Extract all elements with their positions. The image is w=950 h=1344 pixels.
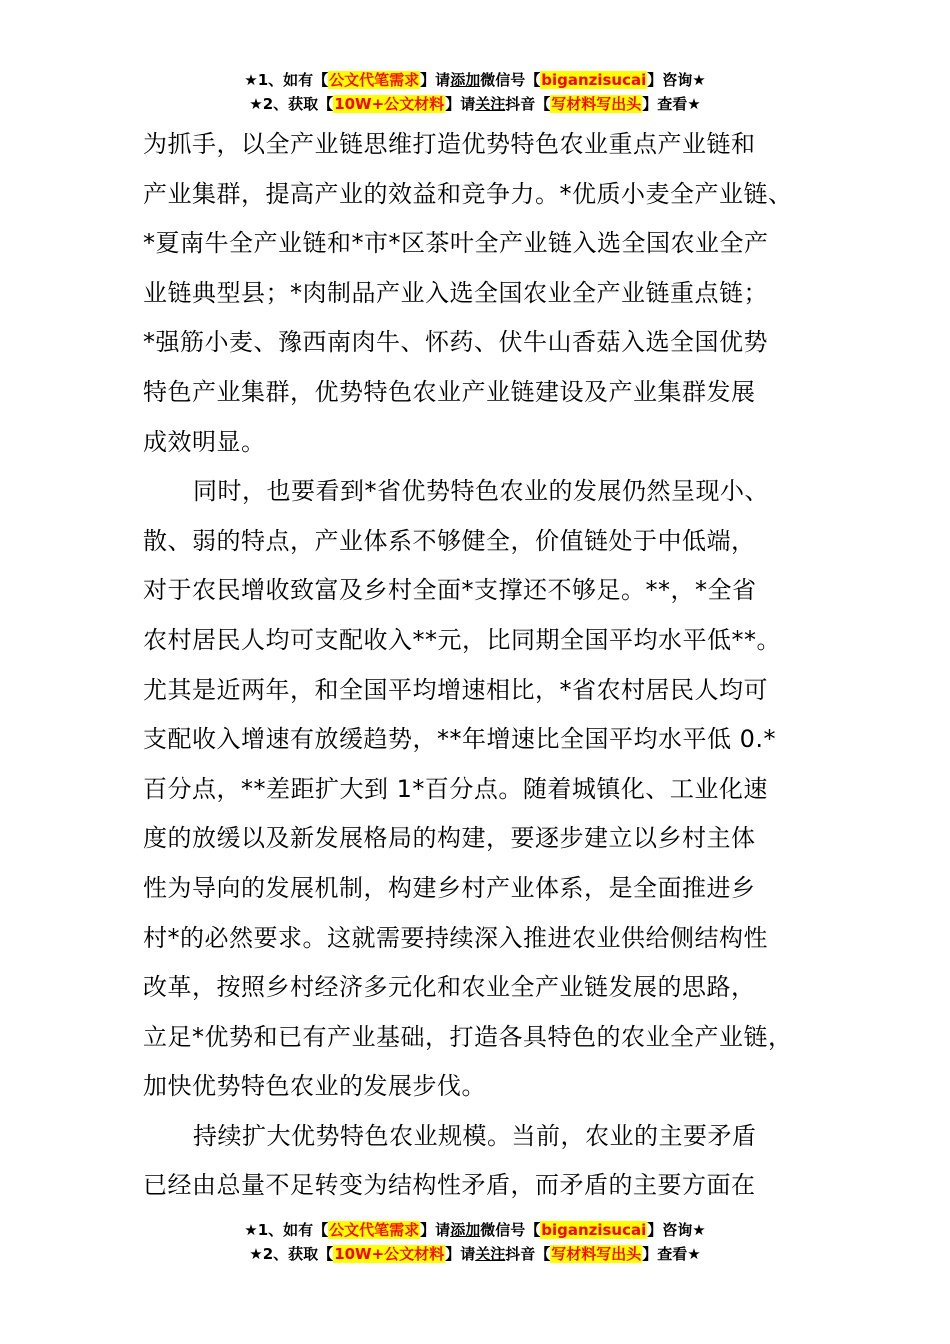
- document-body: [143, 120, 833, 1211]
- banner-line-1: [0, 68, 950, 92]
- banner-text: ★2、获取【: [249, 1245, 334, 1263]
- text-line: 产业集群，提高产业的效益和竞争力。*优质小麦全产业链、: [143, 179, 793, 208]
- text-line: *夏南牛全产业链和*市*区茶叶全产业链入选全国农业全产: [143, 229, 769, 258]
- banner-text: 微信号【: [480, 71, 541, 89]
- highlight-materials: 10W+公文材料: [334, 1245, 445, 1263]
- banner-text: ★1、如有【: [244, 1221, 329, 1239]
- text-line: 为抓手，以全产业链思维打造优势特色农业重点产业链和: [143, 130, 756, 158]
- banner-text: 抖音【: [505, 95, 551, 113]
- banner-text: 抖音【: [505, 1245, 551, 1263]
- highlight-materials: 10W+公文材料: [334, 95, 445, 113]
- highlight-douyin-account: 写材料写出头: [551, 1245, 642, 1263]
- text-line: 对于农民增收致富及乡村全面*支撑还不够足。**，*全省: [143, 576, 757, 605]
- text-line: 加快优势特色农业的发展步伐。: [143, 1072, 486, 1101]
- text-line: 度的放缓以及新发展格局的构建，要逐步建立以乡村主体: [143, 824, 756, 853]
- banner-text: 】咨询★: [647, 1221, 706, 1239]
- banner-text: 】查看★: [642, 1245, 701, 1263]
- banner-text: 微信号【: [480, 1221, 541, 1239]
- text-line: 立足*优势和已有产业基础，打造各具特色的农业全产业链，: [143, 1022, 793, 1051]
- text-line: 已经由总量不足转变为结构性矛盾，而矛盾的主要方面在: [143, 1171, 756, 1200]
- footer-banner: [0, 1218, 950, 1266]
- highlight-service: 公文代笔需求: [329, 71, 420, 89]
- banner-line-1: [0, 1218, 950, 1242]
- text-line: 同时，也要看到*省优势特色农业的发展仍然呈现小、: [193, 477, 769, 506]
- highlight-douyin-account: 写材料写出头: [551, 95, 642, 113]
- text-line: 散、弱的特点，产业体系不够健全，价值链处于中低端，: [143, 526, 756, 555]
- text-line: 性为导向的发展机制，构建乡村产业体系，是全面推进乡: [143, 873, 756, 902]
- text-line: 支配收入增速有放缓趋势，**年增速比全国平均水平低 0.*: [143, 725, 777, 754]
- text-line: 改革，按照乡村经济多元化和农业全产业链发展的思路，: [143, 973, 756, 1002]
- banner-text: 】查看★: [642, 95, 701, 113]
- paragraph-3: [143, 1112, 833, 1211]
- highlight-service: 公文代笔需求: [329, 1221, 420, 1239]
- banner-text: 】请: [420, 71, 451, 89]
- banner-text: 】请: [445, 1245, 476, 1263]
- text-line: 业链典型县；*肉制品产业入选全国农业全产业链重点链；: [143, 278, 768, 307]
- text-line: 特色产业集群，优势特色农业产业链建设及产业集群发展: [143, 377, 756, 406]
- banner-underlined-text: 添加: [450, 1221, 481, 1239]
- banner-text: 】咨询★: [647, 71, 706, 89]
- banner-line-2: [0, 1242, 950, 1266]
- banner-underlined-text: 关注: [475, 1245, 506, 1263]
- banner-underlined-text: 添加: [450, 71, 481, 89]
- banner-text: ★2、获取【: [249, 95, 334, 113]
- paragraph-2: [143, 467, 833, 1112]
- highlight-wechat-id: biganzisucai: [541, 71, 647, 89]
- header-banner: [0, 68, 950, 116]
- highlight-wechat-id: biganzisucai: [541, 1221, 647, 1239]
- text-line: *强筋小麦、豫西南肉牛、怀药、伏牛山香菇入选全国优势: [143, 328, 768, 357]
- text-line: 持续扩大优势特色农业规模。当前，农业的主要矛盾: [193, 1121, 757, 1150]
- paragraph-1: [143, 120, 833, 467]
- banner-line-2: [0, 92, 950, 116]
- text-line: 成效明显。: [143, 427, 266, 456]
- banner-text: 】请: [445, 95, 476, 113]
- banner-text: ★1、如有【: [244, 71, 329, 89]
- text-line: 百分点，**差距扩大到 1*百分点。随着城镇化、工业化速: [143, 774, 768, 803]
- banner-text: 】请: [420, 1221, 451, 1239]
- text-line: 尤其是近两年，和全国平均增速相比，*省农村居民人均可: [143, 675, 768, 704]
- text-line: 村*的必然要求。这就需要持续深入推进农业供给侧结构性: [143, 923, 768, 952]
- text-line: 农村居民人均可支配收入**元，比同期全国平均水平低**。: [143, 625, 781, 654]
- banner-underlined-text: 关注: [475, 95, 506, 113]
